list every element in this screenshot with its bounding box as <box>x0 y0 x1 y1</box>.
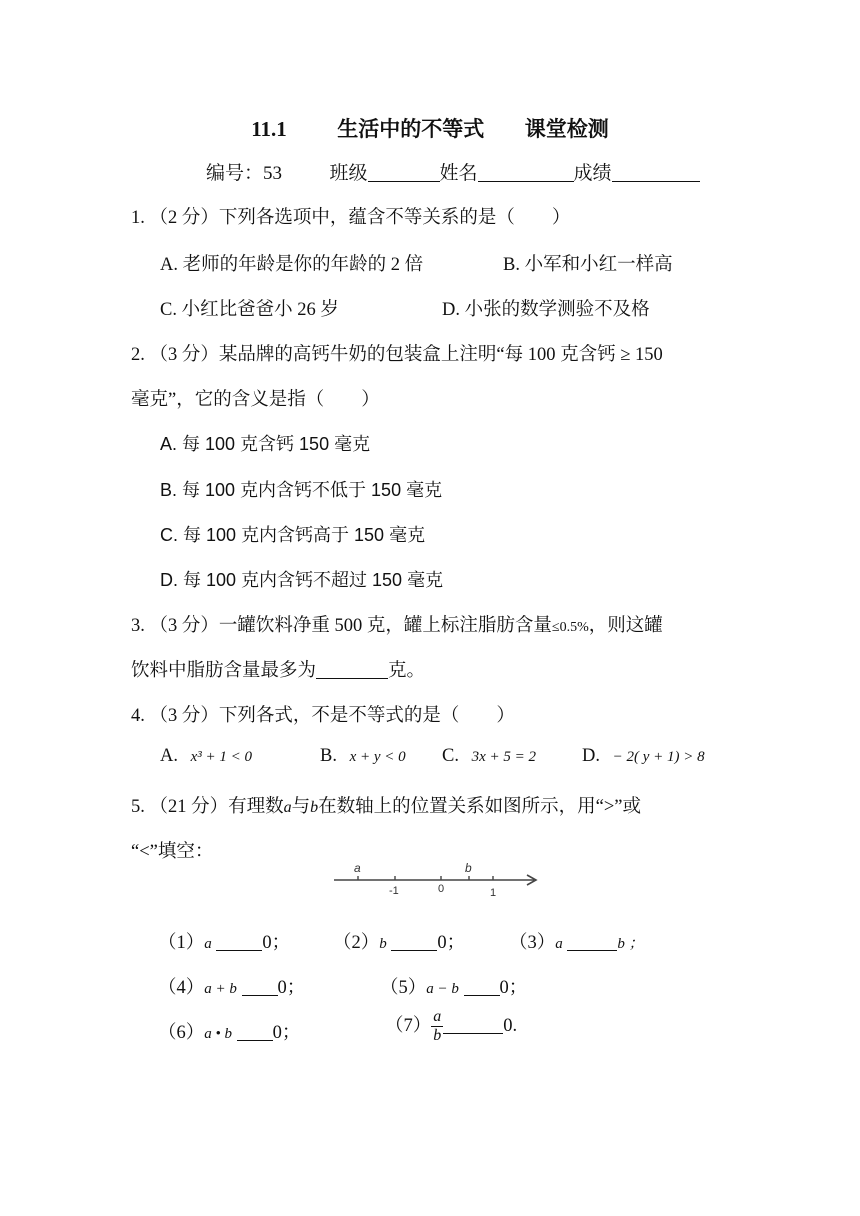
q3-line2-tail: 克。 <box>388 661 426 681</box>
point-b-label: b <box>465 861 472 875</box>
q2-option-b: B. 每 100 克内含钙不低于 150 毫克 <box>160 480 443 500</box>
q2-option-c: C. 每 100 克内含钙高于 150 毫克 <box>160 525 426 545</box>
q4-option-d-expr: − 2( y + 1) > 8 <box>612 749 705 765</box>
q5-part-6-tail: 0； <box>272 1023 301 1043</box>
q1-option-a: A. 老师的年龄是你的年龄的 2 倍 <box>160 255 424 275</box>
q1-option-b: B. 小军和小红一样高 <box>503 255 673 275</box>
q5-part-3-blank[interactable] <box>567 932 617 951</box>
q1-option-d: D. 小张的数学测验不及格 <box>442 300 650 320</box>
q2-option-d: D. 每 100 克内含钙不超过 150 毫克 <box>160 570 444 590</box>
score-blank[interactable] <box>612 161 700 182</box>
q5-line1-tail: 在数轴上的位置关系如图所示，用“>”或 <box>318 797 642 817</box>
class-blank[interactable] <box>368 161 440 182</box>
q5-part-4-label: （4） <box>158 978 205 998</box>
tick-1-label: 1 <box>490 887 497 899</box>
student-info-line <box>206 158 700 185</box>
q5-part-3-expr: a <box>555 936 563 952</box>
fraction-numerator: a <box>433 1008 442 1025</box>
q5-part-5-blank[interactable] <box>464 977 500 996</box>
q1-stem: 1. （2 分）下列各选项中，蕴含不等关系的是（ ） <box>131 208 571 228</box>
q5-part-5 <box>380 973 527 999</box>
q5-part-2-blank[interactable] <box>391 932 437 951</box>
class-label: 班级 <box>329 163 368 184</box>
q4-option-c-expr: 3x + 5 = 2 <box>471 749 536 765</box>
q4-option-b-label: B. <box>320 746 337 766</box>
q5-part-7-label: （7） <box>385 1015 432 1036</box>
q4-option-a-expr: x³ + 1 < 0 <box>190 749 253 765</box>
q5-part-1-label: （1） <box>158 933 205 953</box>
q4-option-a-label: A. <box>160 746 178 766</box>
title-number: 11.1 <box>251 117 287 141</box>
q5-part-3 <box>509 928 644 954</box>
title-type: 课堂检测 <box>524 117 609 141</box>
q4-stem: 4. （3 分）下列各式，不是不等式的是（ ） <box>131 706 515 726</box>
q5-part-1-blank[interactable] <box>216 932 262 951</box>
q5-line1-text: 5. （21 分）有理数 <box>131 797 284 817</box>
q3-line2-text: 饮料中脂肪含量最多为 <box>131 661 317 681</box>
q5-part-2 <box>333 928 465 954</box>
q5-part-3-label: （3） <box>509 933 556 953</box>
q5-part-2-tail: 0； <box>437 933 466 953</box>
q5-line1-and: 与 <box>291 797 311 817</box>
name-label: 姓名 <box>439 163 478 184</box>
q3-fat-limit: ≤0.5% <box>551 620 589 635</box>
q2-option-a: A. 每 100 克含钙 150 毫克 <box>160 434 371 454</box>
q5-part-4 <box>158 973 305 999</box>
q5-part-6 <box>158 1018 300 1044</box>
number-line-figure <box>328 858 544 900</box>
q5-part-5-label: （5） <box>380 978 427 998</box>
q5-part-4-blank[interactable] <box>242 977 278 996</box>
q5-part-7-fraction <box>431 1008 443 1045</box>
q4-option-a <box>160 746 252 767</box>
q4-option-c-label: C. <box>442 746 459 766</box>
tick-neg1-label: -1 <box>389 885 399 897</box>
q2-stem-line1: 2. （3 分）某品牌的高钙牛奶的包装盒上注明“每 100 克含钙 ≥ 150 <box>131 345 663 365</box>
tick-0-label: 0 <box>438 883 445 895</box>
q4-option-c <box>442 746 536 767</box>
q5-part-7-tail: 0. <box>503 1015 518 1036</box>
q5-part-6-blank[interactable] <box>237 1022 273 1041</box>
q3-line2 <box>131 656 425 682</box>
q4-option-d-label: D. <box>582 746 600 766</box>
fraction-denominator: b <box>433 1027 442 1044</box>
q3-line1-tail: ，则这罐 <box>588 616 663 636</box>
q5-part-1-tail: 0； <box>262 933 291 953</box>
q4-option-b-expr: x + y < 0 <box>349 749 406 765</box>
q5-var-b: b <box>310 799 319 816</box>
page-title <box>0 113 860 143</box>
q5-line1 <box>131 792 641 818</box>
q4-option-b <box>320 746 406 767</box>
q4-option-d <box>582 746 705 767</box>
q3-answer-blank[interactable] <box>316 660 388 679</box>
score-label: 成绩 <box>573 163 612 184</box>
q5-part-1-expr: a <box>204 936 212 952</box>
q5-part-4-expr: a + b <box>204 981 237 997</box>
q5-part-3-tail: b ； <box>617 936 644 952</box>
q5-part-7-blank[interactable] <box>443 1015 503 1034</box>
q5-part-6-label: （6） <box>158 1023 205 1043</box>
q5-part-2-label: （2） <box>333 933 380 953</box>
q5-part-4-tail: 0； <box>277 978 306 998</box>
q5-var-a: a <box>283 799 292 816</box>
q5-part-6-expr: a • b <box>204 1026 233 1042</box>
name-blank[interactable] <box>478 161 574 182</box>
q5-part-5-expr: a − b <box>426 981 459 997</box>
title-topic: 生活中的不等式 <box>337 117 485 141</box>
q5-line2: “<”填空： <box>131 842 214 862</box>
point-a-label: a <box>354 861 361 875</box>
q5-part-7 <box>385 1008 517 1045</box>
code-label: 编号：53 <box>206 163 283 184</box>
q5-part-1 <box>158 928 290 954</box>
q5-part-5-tail: 0； <box>499 978 528 998</box>
q2-stem-line2: 毫克”，它的含义是指（ ） <box>131 390 380 410</box>
q1-option-c: C. 小红比爸爸小 26 岁 <box>160 300 339 320</box>
q5-part-2-expr: b <box>379 936 387 952</box>
q3-line1-text: 3. （3 分）一罐饮料净重 500 克，罐上标注脂肪含量 <box>131 616 552 636</box>
q3-line1 <box>131 611 663 637</box>
